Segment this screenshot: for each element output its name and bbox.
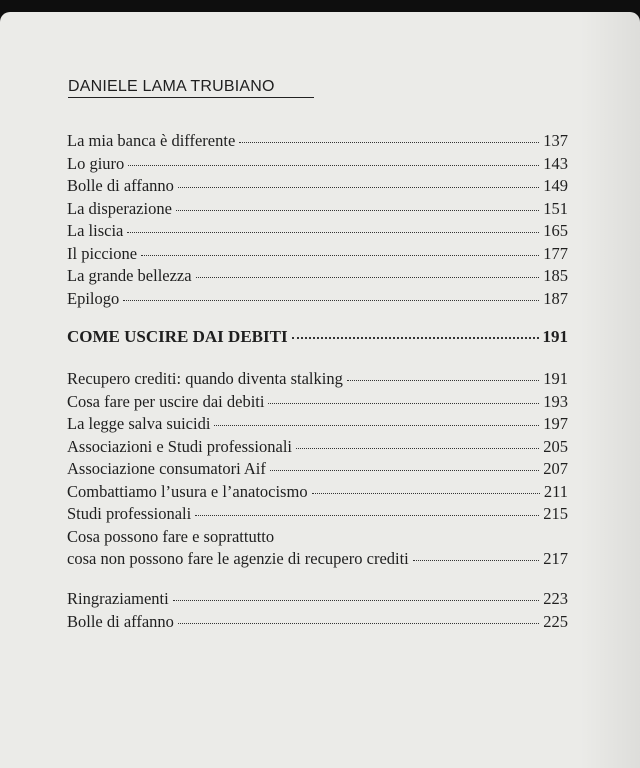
toc-entry-page: 207 bbox=[543, 459, 568, 478]
toc-entry-title: Lo giuro bbox=[67, 153, 125, 173]
dot-leader bbox=[128, 165, 539, 166]
dot-leader bbox=[176, 210, 539, 211]
toc-entry bbox=[67, 153, 568, 176]
toc-entry bbox=[67, 391, 568, 414]
toc-entry-page: 211 bbox=[543, 481, 568, 501]
toc-entry bbox=[67, 220, 568, 243]
toc-group-2 bbox=[67, 368, 568, 571]
dot-leader bbox=[312, 493, 540, 494]
toc-entry bbox=[67, 503, 568, 526]
toc-entry bbox=[67, 481, 568, 504]
toc-entry-page: 193 bbox=[543, 391, 568, 411]
dot-leader bbox=[196, 277, 540, 278]
dot-leader bbox=[127, 232, 539, 233]
toc-entry bbox=[67, 265, 568, 288]
toc-entry-page: 177 bbox=[543, 243, 568, 263]
toc-entry-title: Ringraziamenti bbox=[67, 589, 169, 608]
toc-entry-page: 149 bbox=[543, 176, 568, 195]
toc-group-1 bbox=[67, 130, 568, 310]
toc-entry-page: 217 bbox=[543, 549, 568, 568]
toc-group-3 bbox=[67, 588, 568, 633]
toc-entry-title: Combattiamo l’usura e l’anatocismo bbox=[67, 481, 308, 501]
toc-entry-page: 185 bbox=[543, 266, 568, 285]
toc-entry-title: Studi professionali bbox=[67, 504, 192, 523]
toc-section-entry bbox=[67, 326, 568, 349]
toc-entry-page: 191 bbox=[543, 369, 568, 388]
toc-entry-page: 215 bbox=[543, 504, 568, 523]
toc-entry bbox=[67, 130, 568, 153]
toc-entry-title: La disperazione bbox=[67, 198, 172, 218]
dot-leader bbox=[268, 403, 539, 404]
author-heading: DANIELE LAMA TRUBIANO bbox=[68, 78, 314, 98]
dot-leader bbox=[214, 425, 539, 426]
dot-leader bbox=[413, 560, 539, 561]
dot-leader bbox=[178, 187, 539, 188]
toc-entry bbox=[67, 413, 568, 436]
toc-entry-title: Bolle di affanno bbox=[67, 176, 174, 195]
toc-entry-first-line: Cosa possono fare e soprattutto bbox=[67, 526, 275, 546]
toc-entry bbox=[67, 175, 568, 198]
dot-leader bbox=[141, 255, 539, 256]
toc-entry-title: Associazione consumatori Aif bbox=[67, 459, 266, 478]
dot-leader bbox=[195, 515, 539, 516]
dot-leader bbox=[239, 142, 539, 143]
toc-entry-title: Recupero crediti: quando diventa stalking bbox=[67, 369, 343, 388]
dot-leader bbox=[178, 623, 539, 624]
toc-entry bbox=[67, 611, 568, 634]
dot-leader bbox=[123, 300, 539, 301]
toc-entry-title: Cosa fare per uscire dai debiti bbox=[67, 391, 265, 411]
toc-section-title: COME USCIRE DAI DEBITI bbox=[67, 327, 288, 346]
toc-entry-title: La legge salva suicidi bbox=[67, 414, 211, 433]
toc-entry-page: 187 bbox=[543, 288, 568, 308]
toc-entry-page: 165 bbox=[543, 221, 568, 240]
toc-entry bbox=[67, 436, 568, 459]
toc-entry-page: 143 bbox=[543, 153, 568, 173]
toc-entry-title: La mia banca è differente bbox=[67, 131, 236, 150]
toc-entry-title: Bolle di affanno bbox=[67, 611, 174, 631]
dot-leader bbox=[347, 380, 539, 381]
toc-section-heading bbox=[67, 326, 568, 349]
toc-entry-title: Associazioni e Studi professionali bbox=[67, 436, 293, 456]
toc-entry-page: 205 bbox=[543, 436, 568, 456]
toc-entry-title: Epilogo bbox=[67, 288, 120, 308]
toc-entry bbox=[67, 458, 568, 481]
toc-entry bbox=[67, 243, 568, 266]
dot-leader bbox=[296, 448, 539, 449]
toc-entry-page: 197 bbox=[543, 414, 568, 433]
dot-leader bbox=[292, 337, 539, 339]
toc-entry-page: 137 bbox=[543, 131, 568, 150]
toc-entry bbox=[67, 288, 568, 311]
toc-entry bbox=[67, 198, 568, 221]
toc-entry-title: La grande bellezza bbox=[67, 266, 192, 285]
dot-leader bbox=[173, 600, 540, 601]
toc-entry-page: 225 bbox=[543, 611, 568, 631]
toc-entry-page: 223 bbox=[543, 589, 568, 608]
toc-entry-title: cosa non possono fare le agenzie di recupero crediti bbox=[67, 549, 409, 568]
toc-entry bbox=[67, 368, 568, 391]
toc-entry-page: 151 bbox=[543, 198, 568, 218]
book-page bbox=[0, 12, 640, 768]
toc-section-page: 191 bbox=[542, 327, 568, 346]
toc-entry-title: Il piccione bbox=[67, 243, 138, 263]
toc-entry bbox=[67, 548, 568, 571]
dot-leader bbox=[270, 470, 539, 471]
toc-entry-title: La liscia bbox=[67, 221, 124, 240]
toc-entry bbox=[67, 588, 568, 611]
